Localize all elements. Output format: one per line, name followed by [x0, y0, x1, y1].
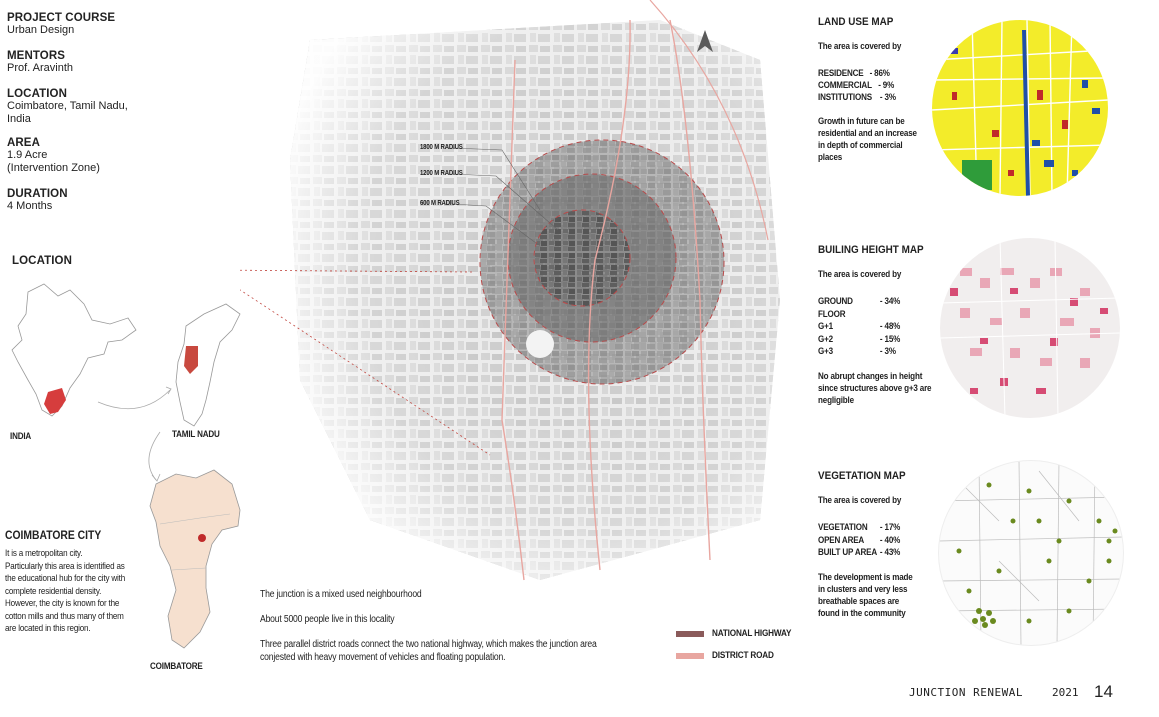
building-height-note: since structures above g+3 are [818, 381, 932, 393]
land-use-note: places [818, 151, 843, 162]
land-use-map-circle [932, 20, 1108, 196]
site-marker [198, 534, 206, 542]
building-height-row: G+2 - 15% [818, 332, 901, 344]
note-line: About 5000 people live in this locality [260, 614, 395, 625]
location-heading: LOCATION [12, 255, 72, 267]
location-label: LOCATION [7, 88, 67, 100]
main-site-map [240, 0, 800, 590]
location-value: Coimbatore, Tamil Nadu, India [7, 100, 128, 125]
land-use-row: COMMERCIAL - 9% [818, 79, 895, 90]
note-line: Three parallel district roads connect the two national highway, which makes the junction area [260, 639, 597, 650]
city-line: cotton mills and thus many of them [5, 609, 124, 621]
mentors-label: MENTORS [7, 50, 65, 62]
building-height-note: No abrupt changes in height [818, 369, 923, 381]
radius-1800-label: 1800 M RADIUS [420, 144, 463, 151]
building-height-row: G+3 - 3% [818, 345, 896, 356]
vegetation-note: found in the community [818, 606, 906, 618]
city-line: complete residential density. [5, 584, 102, 596]
vegetation-row: VEGETATION - 17% [818, 521, 901, 532]
arrow-tn-to-city [149, 432, 160, 480]
land-use-row: INSTITUTIONS - 3% [818, 91, 896, 102]
area-value-note: (Intervention Zone) [7, 162, 100, 174]
duration-value: 4 Months [7, 200, 53, 212]
vegetation-row: BUILT UP AREA - 43% [818, 546, 901, 557]
vegetation-title: VEGETATION MAP [818, 470, 906, 482]
city-line: It is a metropolitan city. [5, 547, 83, 558]
vegetation-note: breathable spaces are [818, 594, 900, 606]
footer-year: 2021 [1052, 686, 1079, 699]
footer-title: JUNCTION RENEWAL [909, 686, 1023, 699]
city-title: COIMBATORE CITY [5, 530, 102, 542]
arrow-india-to-tn [98, 390, 170, 409]
legend [676, 628, 804, 661]
city-line: Particularly this area is identified as [5, 559, 125, 571]
india-label: INDIA [10, 430, 32, 441]
city-line: the educational hub for the city with [5, 572, 126, 583]
vegetation-map-circle [938, 460, 1124, 646]
course-value: Urban Design [7, 24, 75, 36]
india-map-outline [12, 284, 136, 416]
vegetation-note: The development is made [818, 570, 913, 582]
project-info [7, 12, 157, 213]
vegetation-note: in clusters and very less [818, 582, 908, 594]
land-use-note: Growth in future can be [818, 115, 905, 126]
area-value: 1.9 Acre [7, 149, 48, 161]
building-height-note: negligible [818, 393, 854, 405]
national-highway-swatch [676, 631, 704, 637]
vegetation-row: OPEN AREA - 40% [818, 533, 901, 545]
radius-600-label: 600 M RADIUS [420, 200, 460, 207]
note-line: conjested with heavy movement of vehicles and floating population. [260, 652, 506, 663]
building-height-intro: The area is covered by [818, 268, 902, 279]
site-notes [260, 588, 597, 664]
building-height-map-circle [940, 238, 1120, 418]
building-height-row: GROUND FLOOR - 34% [818, 295, 901, 319]
land-use-intro: The area is covered by [818, 40, 902, 51]
duration-label: DURATION [7, 188, 68, 200]
land-use-title: LAND USE MAP [818, 16, 894, 28]
land-use-note: residential and an increase [818, 127, 917, 138]
mentors-value: Prof. Aravinth [7, 62, 74, 74]
land-use-row: RESIDENCE - 86% [818, 67, 890, 78]
coimbatore-label: COIMBATORE [150, 660, 203, 671]
building-height-panel [818, 244, 958, 406]
coimbatore-district-map [150, 470, 240, 648]
radius-1200-label: 1200 M RADIUS [420, 170, 463, 177]
building-height-row: G+1 - 48% [818, 320, 901, 331]
page-number: 14 [1094, 682, 1113, 701]
national-highway-label: NATIONAL HIGHWAY [712, 628, 792, 639]
vegetation-panel [818, 470, 958, 619]
course-label: PROJECT COURSE [7, 12, 116, 24]
land-use-note: in depth of commercial [818, 139, 903, 150]
city-description [5, 530, 155, 635]
building-height-title: BUILING HEIGHT MAP [818, 244, 924, 256]
note-line: The junction is a mixed used neighbourhood [260, 589, 422, 600]
area-label: AREA [7, 137, 40, 149]
city-line: are located in this region. [5, 622, 91, 633]
city-line: However, the city is known for the [5, 597, 120, 608]
tamil-nadu-label: TAMIL NADU [172, 428, 220, 439]
district-road-swatch [676, 653, 704, 659]
district-road-label: DISTRICT ROAD [712, 650, 774, 661]
vegetation-intro: The area is covered by [818, 494, 902, 505]
